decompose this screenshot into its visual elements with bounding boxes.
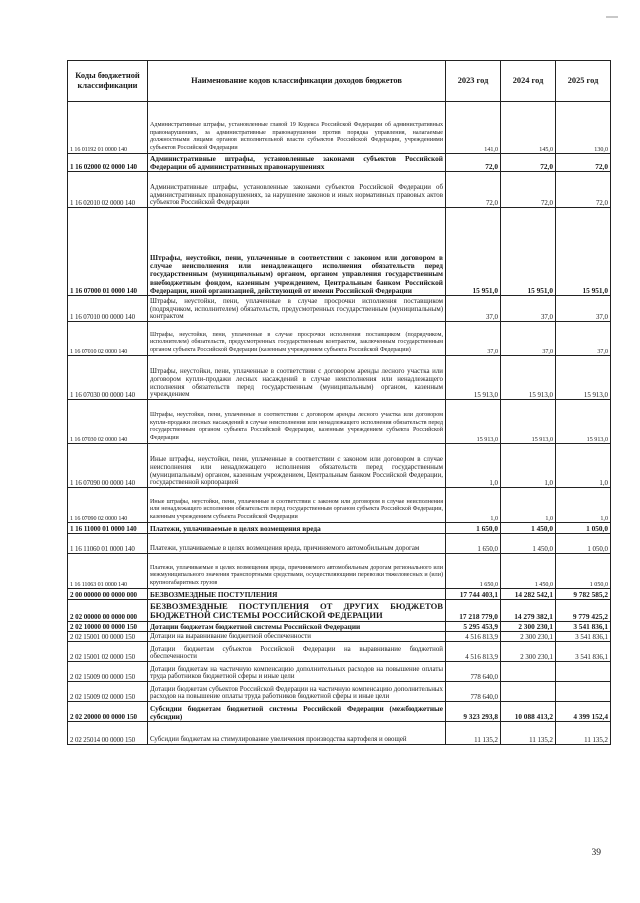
- row-value-2024: 14 282 542,1: [501, 589, 556, 600]
- row-code: 1 16 11063 01 0000 140: [68, 554, 148, 589]
- row-name: Платежи, уплачиваемые в целях возмещения вреда, причиняемого автомобильным дорогам: [148, 534, 446, 554]
- table-row: [68, 662, 611, 682]
- table-header-row: [68, 61, 611, 102]
- row-value-2024: 15 913,0: [501, 400, 556, 444]
- row-value-2025: 3 541 836,1: [556, 642, 611, 662]
- row-code: 2 00 00000 00 0000 000: [68, 589, 148, 600]
- row-name: Дотации бюджетам субъектов Российской Федерации на выравнивание бюджетной обеспеченности: [148, 642, 446, 662]
- row-code: 2 02 15001 02 0000 150: [68, 642, 148, 662]
- row-value-2024: 72,0: [501, 172, 556, 208]
- row-value-2023: 1 650,0: [446, 534, 501, 554]
- row-name: Административные штрафы, установленные законами субъектов Российской Федерации об административных правонарушениях: [148, 154, 446, 172]
- row-value-2025: 11 135,2: [556, 722, 611, 745]
- row-value-2025: 1,0: [556, 488, 611, 523]
- row-value-2025: 1 050,0: [556, 534, 611, 554]
- table-row: [68, 523, 611, 534]
- table-row: [68, 102, 611, 154]
- table-row: [68, 154, 611, 172]
- row-value-2025: 9 779 425,2: [556, 600, 611, 622]
- row-code: 1 16 07010 02 0000 140: [68, 322, 148, 356]
- row-value-2023: 72,0: [446, 154, 501, 172]
- row-value-2024: 1 450,0: [501, 554, 556, 589]
- row-code: 1 16 02010 02 0000 140: [68, 172, 148, 208]
- row-name: Иные штрафы, неустойки, пени, уплаченные в соответствии с законом или договором в случае неисполнения или ненадлежащего исполнения обязательств перед государственным органом субъекта Российской Федерации, казенным учреждением субъекта Российской Федерации: [148, 488, 446, 523]
- row-name: Штрафы, неустойки, пени, уплаченные в соответствии с законом или договором в случае неисполнения или ненадлежащего исполнения обязательств перед государственным (муниципальным) органом, органом управления государственным внебюджетным фондом, казенным учреждением, Центральным банком Российской Федерации, иной организацией, действующей от имени Российской Федерации: [148, 208, 446, 296]
- row-code: 2 02 10000 00 0000 150: [68, 622, 148, 632]
- row-value-2023: 37,0: [446, 296, 501, 322]
- row-name: Платежи, уплачиваемые в целях возмещения вреда: [148, 523, 446, 534]
- header-2023: 2023 год: [446, 61, 501, 102]
- row-value-2025: 4 399 152,4: [556, 702, 611, 722]
- row-value-2025: 9 782 585,2: [556, 589, 611, 600]
- row-value-2025: 3 541 836,1: [556, 622, 611, 632]
- row-value-2024: 2 300 230,1: [501, 632, 556, 642]
- row-code: 2 02 25014 00 0000 150: [68, 722, 148, 745]
- row-value-2025: 72,0: [556, 172, 611, 208]
- row-value-2024: 2 300 230,1: [501, 622, 556, 632]
- row-value-2023: 778 640,0: [446, 662, 501, 682]
- row-value-2024: 145,0: [501, 102, 556, 154]
- row-value-2024: 2 300 230,1: [501, 642, 556, 662]
- row-value-2024: 72,0: [501, 154, 556, 172]
- header-code: Коды бюджетной классификации: [68, 61, 148, 102]
- row-name: Субсидии бюджетам на стимулирование увеличения производства картофеля и овощей: [148, 722, 446, 745]
- row-name: Административные штрафы, установленные главой 19 Кодекса Российской Федерации об административных правонарушениях, за административные правонарушения против порядка управления, налагаемые должностными лицами органов исполнительной власти субъектов Российской Федерации, учреждениями субъектов Российской Федерации: [148, 102, 446, 154]
- row-code: 1 16 07090 02 0000 140: [68, 488, 148, 523]
- row-code: 2 02 15009 02 0000 150: [68, 682, 148, 702]
- row-value-2024: [501, 662, 556, 682]
- row-name: Дотации бюджетам бюджетной системы Российской Федерации: [148, 622, 446, 632]
- row-name: Дотации бюджетам субъектов Российской Федерации на частичную компенсацию дополнительных расходов на повышение оплаты труда работников бюджетной сферы и иные цели: [148, 682, 446, 702]
- row-code: 2 02 15009 00 0000 150: [68, 662, 148, 682]
- row-code: 2 02 20000 00 0000 150: [68, 702, 148, 722]
- row-code: 2 02 00000 00 0000 000: [68, 600, 148, 622]
- row-value-2023: 778 640,0: [446, 682, 501, 702]
- row-value-2023: 15 951,0: [446, 208, 501, 296]
- row-value-2025: 37,0: [556, 296, 611, 322]
- row-value-2023: 141,0: [446, 102, 501, 154]
- row-value-2025: 1 050,0: [556, 554, 611, 589]
- row-name: Дотации на выравнивание бюджетной обеспеченности: [148, 632, 446, 642]
- row-value-2023: 17 744 403,1: [446, 589, 501, 600]
- row-value-2025: [556, 662, 611, 682]
- row-code: 1 16 07030 02 0000 140: [68, 400, 148, 444]
- row-value-2023: 1,0: [446, 444, 501, 488]
- row-value-2023: 11 135,2: [446, 722, 501, 745]
- row-name: Штрафы, неустойки, пени, уплаченные в соответствии с договором аренды лесного участка или договором купли-продажи лесных насаждений в случае неисполнения или ненадлежащего исполнения обязательств перед государственным органом субъекта Российской Федерации, казенным учреждением субъекта Российской Федерации: [148, 400, 446, 444]
- row-value-2025: 37,0: [556, 322, 611, 356]
- row-value-2025: [556, 682, 611, 702]
- row-value-2023: 4 516 813,9: [446, 632, 501, 642]
- table-row: [68, 589, 611, 600]
- row-code: 1 16 07010 00 0000 140: [68, 296, 148, 322]
- row-value-2024: 15 951,0: [501, 208, 556, 296]
- row-value-2025: 15 913,0: [556, 356, 611, 400]
- table-row: [68, 172, 611, 208]
- table-row: [68, 622, 611, 632]
- row-value-2025: 1,0: [556, 444, 611, 488]
- row-value-2023: 4 516 813,9: [446, 642, 501, 662]
- row-value-2023: 15 913,0: [446, 400, 501, 444]
- row-value-2024: 1,0: [501, 444, 556, 488]
- row-name: БЕЗВОЗМЕЗДНЫЕ ПОСТУПЛЕНИЯ: [148, 589, 446, 600]
- row-value-2024: 14 279 382,1: [501, 600, 556, 622]
- row-code: 1 16 07000 01 0000 140: [68, 208, 148, 296]
- table-body: [68, 102, 611, 745]
- revenue-table: [67, 60, 611, 745]
- row-name: Штрафы, неустойки, пени, уплаченные в соответствии с договором аренды лесного участка или договором купли-продажи лесных насаждений в случае неисполнения или ненадлежащего исполнения обязательств перед государственным (муниципальным) органом, казенным учреждением: [148, 356, 446, 400]
- row-value-2023: 1 650,0: [446, 523, 501, 534]
- table-row: [68, 488, 611, 523]
- table-row: [68, 356, 611, 400]
- table-row: [68, 400, 611, 444]
- row-code: 1 16 01192 01 0000 140: [68, 102, 148, 154]
- row-value-2024: 11 135,2: [501, 722, 556, 745]
- table-row: [68, 600, 611, 622]
- header-2024: 2024 год: [501, 61, 556, 102]
- page-number: 39: [591, 848, 601, 858]
- row-value-2023: 72,0: [446, 172, 501, 208]
- table-row: [68, 682, 611, 702]
- table-row: [68, 444, 611, 488]
- row-name: Иные штрафы, неустойки, пени, уплаченные в соответствии с законом или договором в случае неисполнения или ненадлежащего исполнения обязательств перед государственным (муниципальным) органом, казенным учреждением, Центральным банком Российской Федерации, государственной корпорацией: [148, 444, 446, 488]
- row-value-2024: 37,0: [501, 322, 556, 356]
- row-value-2023: 1,0: [446, 488, 501, 523]
- row-value-2024: 10 088 413,2: [501, 702, 556, 722]
- row-name: Штрафы, неустойки, пени, уплаченные в случае просрочки исполнения поставщиком (подрядчиком, исполнителем) обязательств, предусмотренных государственным контрактом, заключенным государственным органом субъекта Российской Федерации (казенным учреждением субъекта Российской Федерации): [148, 322, 446, 356]
- row-value-2023: 17 218 779,0: [446, 600, 501, 622]
- table-row: [68, 296, 611, 322]
- row-value-2023: 15 913,0: [446, 356, 501, 400]
- header-2025: 2025 год: [556, 61, 611, 102]
- row-value-2025: 1 050,0: [556, 523, 611, 534]
- row-code: 2 02 15001 00 0000 150: [68, 632, 148, 642]
- row-name: Субсидии бюджетам бюджетной системы Российской Федерации (межбюджетные субсидии): [148, 702, 446, 722]
- row-name: Административные штрафы, установленные законами субъектов Российской Федерации об административных правонарушениях, за нарушение законов и иных нормативных правовых актов субъектов Российской Федерации: [148, 172, 446, 208]
- table-row: [68, 554, 611, 589]
- row-code: 1 16 07030 00 0000 140: [68, 356, 148, 400]
- table-row: [68, 702, 611, 722]
- row-name: Дотации бюджетам на частичную компенсацию дополнительных расходов на повышение оплаты труда работников бюджетной сферы и иные цели: [148, 662, 446, 682]
- table-row: [68, 642, 611, 662]
- row-value-2023: 37,0: [446, 322, 501, 356]
- row-value-2024: 1 450,0: [501, 523, 556, 534]
- row-value-2023: 5 295 453,9: [446, 622, 501, 632]
- row-name: Штрафы, неустойки, пени, уплаченные в случае просрочки исполнения поставщиком (подрядчиком, исполнителем) обязательств, предусмотренных государственным (муниципальным) контрактом: [148, 296, 446, 322]
- row-value-2023: 1 650,0: [446, 554, 501, 589]
- scan-mark: [606, 16, 618, 18]
- row-value-2024: [501, 682, 556, 702]
- row-value-2024: 1 450,0: [501, 534, 556, 554]
- row-code: 1 16 11060 01 0000 140: [68, 534, 148, 554]
- row-value-2024: 15 913,0: [501, 356, 556, 400]
- table-row: [68, 534, 611, 554]
- row-code: 1 16 02000 02 0000 140: [68, 154, 148, 172]
- row-value-2023: 9 323 293,8: [446, 702, 501, 722]
- row-value-2024: 37,0: [501, 296, 556, 322]
- table-row: [68, 208, 611, 296]
- table-row: [68, 322, 611, 356]
- row-name: БЕЗВОЗМЕЗДНЫЕ ПОСТУПЛЕНИЯ ОТ ДРУГИХ БЮДЖЕТОВ БЮДЖЕТНОЙ СИСТЕМЫ РОССИЙСКОЙ ФЕДЕРАЦИИ: [148, 600, 446, 622]
- row-value-2025: 130,0: [556, 102, 611, 154]
- table-row: [68, 632, 611, 642]
- header-name: Наименование кодов классификации доходов бюджетов: [148, 61, 446, 102]
- row-value-2025: 15 951,0: [556, 208, 611, 296]
- row-code: 1 16 07090 00 0000 140: [68, 444, 148, 488]
- row-name: Платежи, уплачиваемые в целях возмещения вреда, причиняемого автомобильным дорогам регионального или межмуниципального значения транспортными средствами, осуществляющими перевозки тяжеловесных и (или) крупногабаритных грузов: [148, 554, 446, 589]
- table-row: [68, 722, 611, 745]
- row-value-2024: 1,0: [501, 488, 556, 523]
- row-value-2025: 3 541 836,1: [556, 632, 611, 642]
- row-value-2025: 72,0: [556, 154, 611, 172]
- row-code: 1 16 11000 01 0000 140: [68, 523, 148, 534]
- row-value-2025: 15 913,0: [556, 400, 611, 444]
